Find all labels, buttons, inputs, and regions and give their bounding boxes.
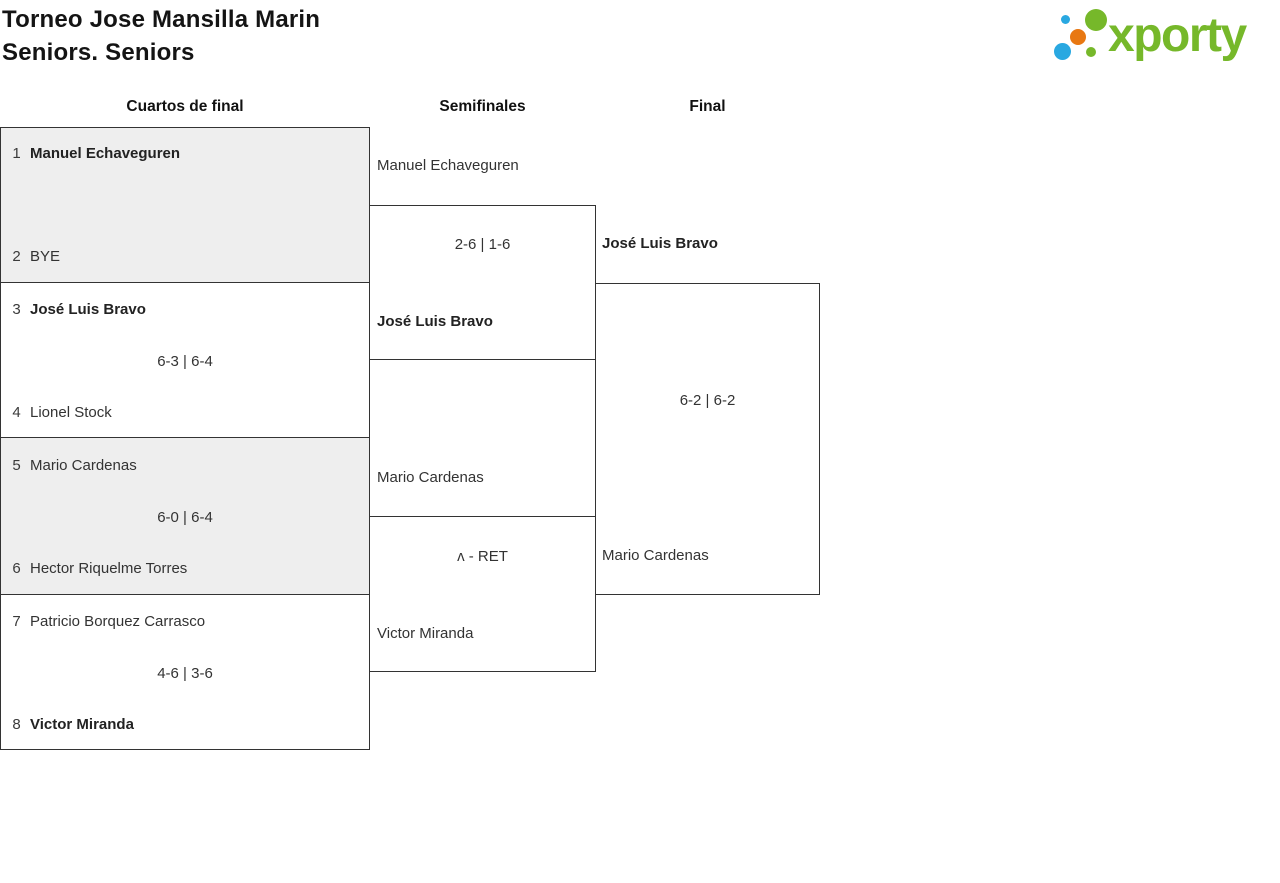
- player-name[interactable]: Lionel Stock: [30, 404, 112, 421]
- logo-dot-icon: [1054, 43, 1071, 60]
- player-name[interactable]: Manuel Echaveguren: [377, 157, 519, 174]
- player-row: [9, 247, 60, 267]
- player-name[interactable]: Mario Cardenas: [377, 469, 484, 486]
- player-name[interactable]: Mario Cardenas: [30, 457, 137, 474]
- player-name[interactable]: BYE: [30, 248, 61, 265]
- page-title-line2: Seniors. Seniors: [2, 39, 195, 66]
- player-row: [9, 456, 137, 476]
- player-name[interactable]: Victor Miranda: [30, 716, 134, 733]
- match-box-sf2: [369, 516, 596, 672]
- player-name[interactable]: Victor Miranda: [377, 625, 474, 642]
- player-row: [602, 546, 709, 566]
- xporty-logo[interactable]: [1050, 6, 1275, 68]
- seed-number: 6: [12, 560, 21, 577]
- match-score: 6-0 | 6-4: [157, 509, 213, 526]
- round-header-final: Final: [689, 98, 726, 115]
- player-name[interactable]: José Luis Bravo: [30, 301, 146, 318]
- player-row: [9, 559, 187, 579]
- player-name[interactable]: José Luis Bravo: [377, 313, 493, 330]
- logo-dot-icon: [1086, 47, 1096, 57]
- seed-number: 3: [12, 301, 21, 318]
- match-score: 6-2 | 6-2: [679, 392, 736, 409]
- seed-number: 8: [12, 716, 21, 733]
- match-score: [0, 178, 370, 198]
- player-row: [9, 403, 112, 423]
- logo-dot-icon: [1070, 29, 1086, 45]
- player-name[interactable]: José Luis Bravo: [602, 235, 718, 252]
- player-row: [9, 300, 146, 320]
- logo-dot-icon: [1061, 15, 1070, 24]
- player-row: [602, 234, 718, 254]
- seed-number: 4: [12, 404, 21, 421]
- seed-number: 7: [12, 613, 21, 630]
- seed-number: 1: [12, 145, 21, 162]
- seed-number: 5: [12, 457, 21, 474]
- player-row: [377, 624, 473, 644]
- player-name[interactable]: Patricio Borquez Carrasco: [30, 613, 206, 630]
- match-box-sf1: [369, 205, 596, 360]
- player-name[interactable]: Manuel Echaveguren: [30, 145, 181, 162]
- player-name[interactable]: Hector Riquelme Torres: [30, 560, 188, 577]
- round-header-quarterfinals: Cuartos de final: [126, 98, 244, 115]
- seed-number: 2: [12, 248, 21, 265]
- player-row: [9, 612, 205, 632]
- player-row: [377, 468, 484, 488]
- player-row: [377, 312, 493, 332]
- player-row: [9, 715, 134, 735]
- player-row: [9, 144, 180, 164]
- logo-dot-icon: [1085, 9, 1107, 31]
- round-header-semifinals: Semifinales: [439, 98, 526, 115]
- match-score: 2-6 | 1-6: [454, 236, 511, 253]
- match-score: ʌ - RET: [457, 548, 508, 565]
- match-score: 6-3 | 6-4: [157, 353, 213, 370]
- logo-wordmark: xporty: [1108, 9, 1246, 62]
- match-score: 4-6 | 3-6: [157, 665, 213, 682]
- page-title-line1: Torneo Jose Mansilla Marin: [2, 6, 321, 33]
- page-title: [2, 3, 320, 69]
- player-name[interactable]: Mario Cardenas: [602, 547, 709, 564]
- player-row: [377, 156, 519, 176]
